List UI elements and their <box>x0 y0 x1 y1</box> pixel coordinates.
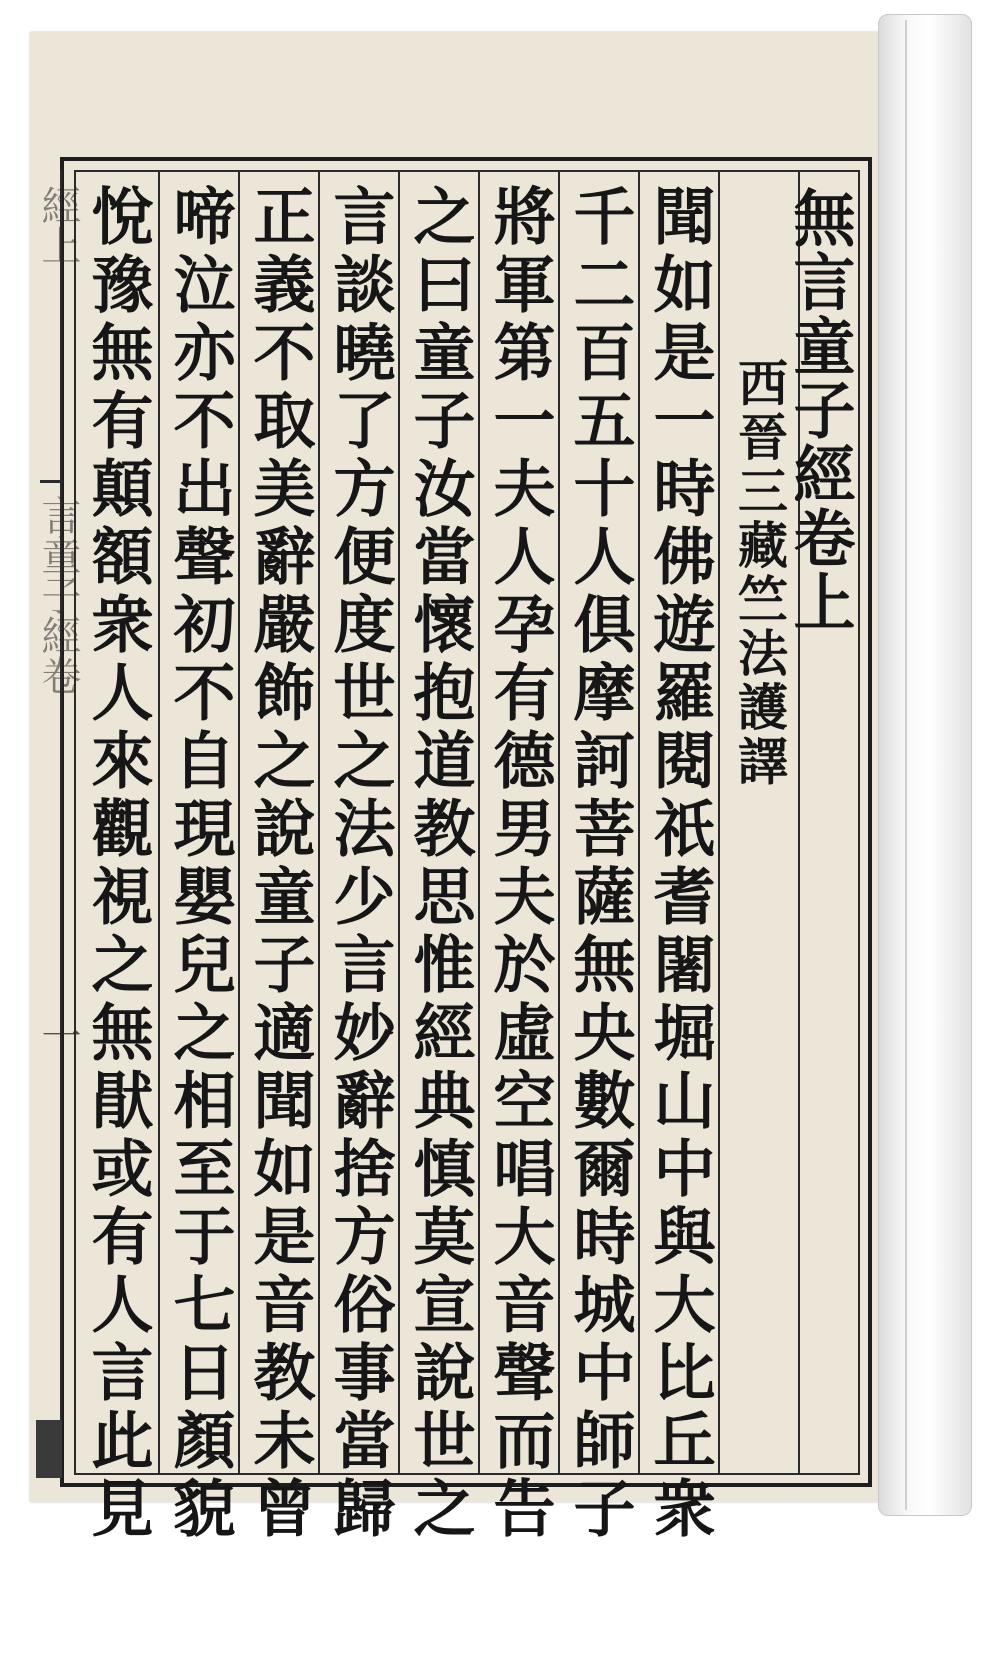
text-column: 言談曉了方便度世之法少言妙辭捨方俗事當歸 <box>323 184 396 1544</box>
text-column: 正義不取美辭嚴飾之說童子適聞如是音教未曾 <box>243 184 316 1544</box>
margin-page-number: 一 <box>35 1015 81 1055</box>
text-column: 之曰童子汝當懷抱道教思惟經典慎莫宣說世之 <box>403 184 476 1544</box>
translator-line: 西晉三藏竺法護譯 <box>730 357 789 789</box>
margin-divider <box>40 480 60 483</box>
scroll-rod <box>878 14 972 1516</box>
text-column: 將軍第一夫人孕有德男夫於虛空唱大音聲而告 <box>483 184 556 1544</box>
scroll-rod-edge <box>905 20 907 1510</box>
page-margin-strip <box>36 170 62 1475</box>
text-column: 悅豫無有顛額衆人來觀視之無猒或有人言此見 <box>81 184 154 1544</box>
book-title: 無言童子經卷上 <box>783 186 856 634</box>
margin-middle-label: 言童子經卷 <box>35 495 81 695</box>
text-column: 聞如是一時佛遊羅閱祇耆闍堀山中與大比丘衆 <box>643 184 716 1544</box>
margin-black-block <box>36 1420 62 1478</box>
text-column: 千二百五十人俱摩訶菩薩無央數爾時城中師子 <box>563 184 636 1544</box>
margin-top-label: 經上 <box>35 185 81 265</box>
text-column: 啼泣亦不出聲初不自現嬰兒之相至于七日顏貌 <box>163 184 236 1544</box>
